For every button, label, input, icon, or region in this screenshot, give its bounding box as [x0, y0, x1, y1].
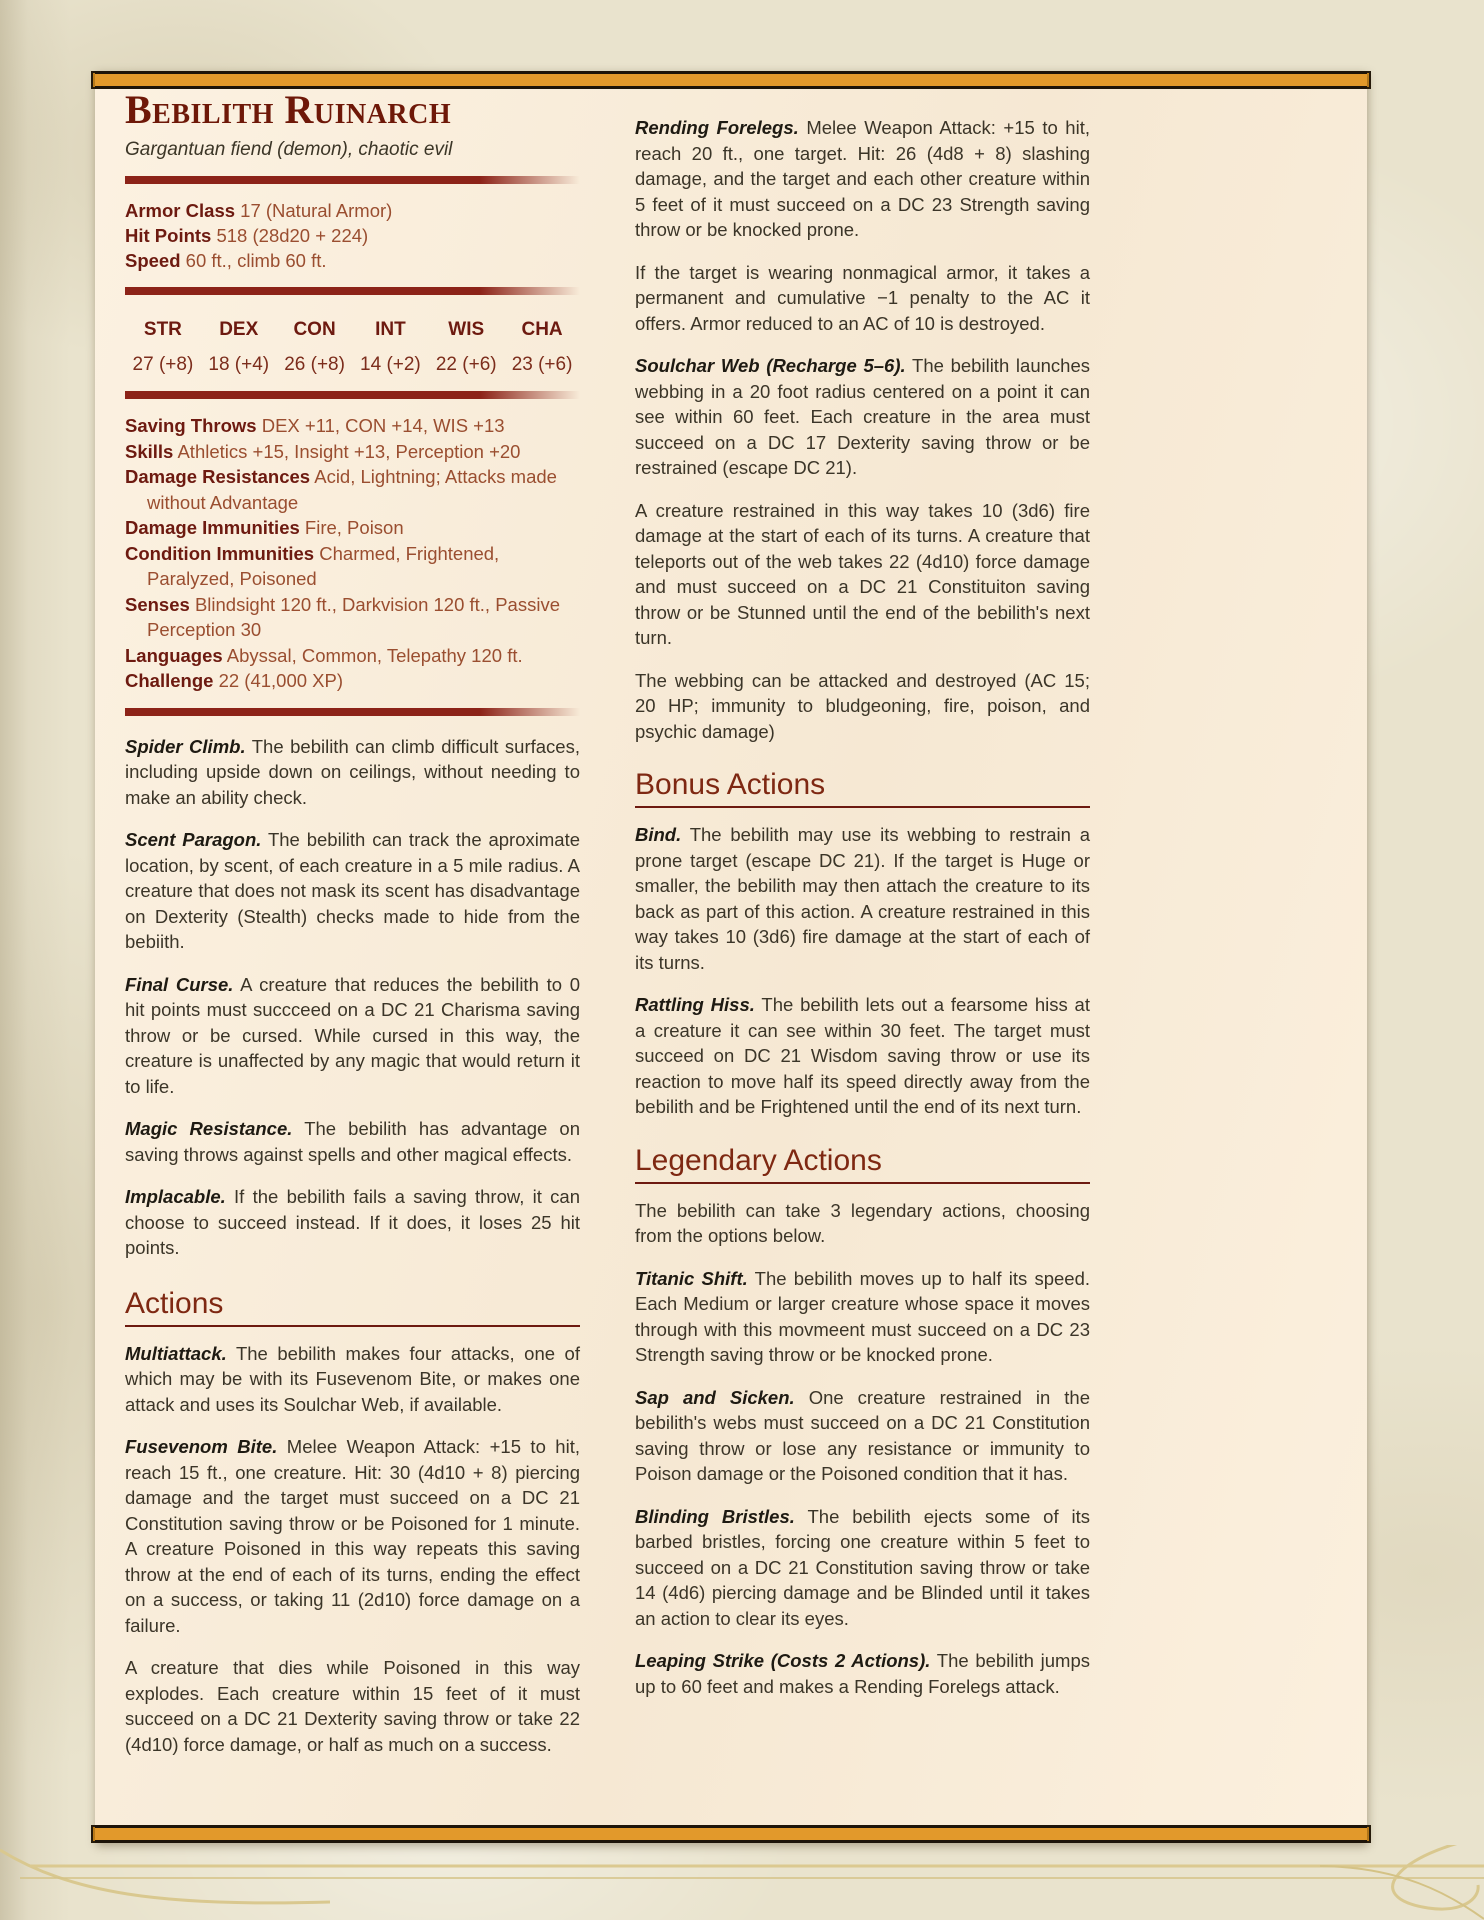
action-text: The bebilith moves up to half its speed. Each Medium or larger creature whose space it moves through with this movmeent must succeed on a DC 23 Strength saving throw or be knocked prone. [635, 1267, 1091, 1365]
ability-header: CON [293, 319, 336, 340]
trait-text: A creature that reduces the bebilith to 0 hit points must succceed on a DC 21 Charisma saving throw or be cursed. While cursed in this way, the creature is unaffected by any magic that would return it to life. [125, 973, 580, 1097]
bottom-flourish-ornament [0, 1845, 1484, 1920]
action-text: The bebilith launches webbing in a 20 foot radius centered on a point it can see within 60 feet. Each creature in the area must succeed on a DC 17 Dexterity saving throw or be restrained (escape DC 21). [635, 355, 1090, 478]
prop-value: Athletics +15, Insight +13, Perception +20 [177, 440, 521, 462]
prop-label: Condition Immunities [125, 542, 315, 564]
action-rending-forelegs-note [635, 260, 1090, 337]
action-text: The webbing can be attacked and destroyed (AC 15; 20 HP; immunity to bludgeoning, fire, poison, and psychic damage) [635, 669, 1090, 742]
trait-magic-resistance [125, 1116, 580, 1167]
action-name: Fusevenom Bite. [125, 1436, 278, 1457]
armor-class-line [125, 198, 580, 223]
prop-label: Senses [125, 593, 190, 615]
action-text: The bebilith may use its webbing to restrain a prone target (escape DC 21). If the target is Huge or smaller, the bebilith may then attach the creature to its back as part of this action. A creature restrained in this way takes 10 (3d6) fire damage at the start of each of its turns. [635, 824, 1090, 973]
prop-label: Damage Immunities [125, 517, 300, 538]
prop-value: Abyssal, Common, Telepathy 120 ft. [226, 644, 523, 666]
property-line [125, 439, 580, 465]
stat-value: 60 ft., climb 60 ft. [185, 250, 327, 271]
ability-header: WIS [448, 319, 485, 340]
action-text: Melee Weapon Attack: +15 to hit, reach 20 ft., one target. Hit: 26 (4d8 + 8) slashing damage, and the target and each other creature within 5 feet of it must succeed on a DC 23 Strength saving throw or be knocked prone. [635, 117, 1090, 240]
action-text: The bebilith lets out a fearsome hiss at a creature it can see within 30 feet. The target must succeed on DC 21 Wisdom saving throw or use its reaction to move half its speed directly away from the bebilith and be Frightened until the end of its next turn. [635, 994, 1090, 1117]
action-soulchar-web-destroy-note [635, 668, 1090, 745]
prop-label: Saving Throws [125, 415, 257, 436]
bonus-action-rattling-hiss [635, 992, 1090, 1120]
right-column [635, 115, 1090, 1716]
ability-header: INT [375, 319, 406, 340]
action-soulchar-web [635, 353, 1090, 481]
bottom-accent-bar [95, 1825, 1367, 1843]
action-name: Blinding Bristles. [635, 1505, 795, 1527]
legendary-blinding-bristles [635, 1504, 1090, 1632]
action-text: The bebilith jumps up to 60 feet and makes a Rending Forelegs attack. [635, 1650, 1090, 1697]
action-name: Rending Forelegs. [635, 117, 799, 138]
trait-scent-paragon [125, 827, 580, 955]
property-line [125, 643, 580, 669]
actions-heading: Actions [125, 1287, 580, 1327]
divider [125, 391, 580, 399]
prop-label: Damage Resistances [125, 466, 311, 487]
action-multiattack [125, 1341, 580, 1418]
stat-label: Speed [125, 250, 181, 271]
ability-cha [504, 317, 580, 377]
ability-score: 14 (+2) [360, 354, 421, 375]
trait-spider-climb [125, 734, 580, 811]
action-name: Soulchar Web (Recharge 5–6). [635, 355, 906, 376]
core-stats [125, 198, 580, 273]
prop-value: Acid, Lightning; Attacks made without Advantage [147, 466, 557, 513]
trait-name: Final Curse. [125, 973, 234, 995]
action-text: A creature that dies while Poisoned in this way explodes. Each creature within 15 feet of it must succeed on a DC 21 Dexterity saving throw or take 22 (4d10) force damage, or half as much on a success. [125, 1657, 580, 1755]
action-rending-forelegs [635, 115, 1090, 243]
legendary-actions-heading: Legendary Actions [635, 1144, 1090, 1184]
action-fusevenom-bite-note [125, 1655, 580, 1757]
ability-score-table [125, 317, 580, 377]
creature-type: Gargantuan fiend (demon), chaotic evil [125, 139, 453, 160]
stat-block [95, 71, 1367, 1843]
trait-implacable [125, 1184, 580, 1261]
legendary-intro: The bebilith can take 3 legendary actions, choosing from the options below. [635, 1199, 1090, 1246]
action-name: Multiattack. [125, 1342, 227, 1364]
ability-dex [201, 317, 277, 377]
bonus-action-bind [635, 822, 1090, 975]
action-name: Leaping Strike (Costs 2 Actions). [635, 1650, 931, 1671]
divider [125, 176, 580, 184]
prop-value: 22 (41,000 XP) [218, 670, 344, 691]
left-column [125, 87, 580, 1774]
trait-text: The bebilith can climb difficult surfaces, including upside down on ceilings, without needing to make an ability check. [125, 735, 580, 808]
action-text: A creature restrained in this way takes 10 (3d6) fire damage at the start of each of its turns. A creature that teleports out of the web takes 22 (4d10) force damage and must succeed on a DC 21 Constituiton saving throw or be Stunned until the end of the bebilith's next turn. [635, 499, 1090, 648]
property-line [125, 541, 580, 592]
trait-list [125, 734, 580, 1261]
ability-score: 27 (+8) [132, 354, 194, 375]
ability-score: 22 (+6) [435, 354, 497, 375]
trait-text: The bebilith can track the aproximate location, by scent, of each creature in a 5 mile radius. A creature that does not mask its scent has disadvantage on Dexterity (Stealth) checks made to hide from the bebiith. [125, 829, 580, 952]
property-line [125, 668, 580, 694]
ability-header: CHA [521, 319, 563, 340]
ability-header: DEX [219, 319, 259, 340]
speed-line [125, 248, 580, 273]
property-line [125, 464, 580, 515]
prop-label: Challenge [125, 670, 214, 691]
ability-header: STR [143, 319, 182, 340]
property-line [125, 592, 580, 643]
action-name: Titanic Shift. [635, 1267, 748, 1289]
ability-score: 18 (+4) [208, 354, 270, 375]
action-text: The bebilith makes four attacks, one of which may be with its Fusevenom Bite, or makes one attack and uses its Soulchar Web, if available. [125, 1342, 580, 1415]
trait-text: The bebilith has advantage on saving throws against spells and other magical effects. [125, 1118, 580, 1165]
prop-value: Blindsight 120 ft., Darkvision 120 ft., Passive Perception 30 [147, 593, 560, 640]
prop-label: Skills [125, 440, 174, 462]
ability-int [352, 317, 428, 377]
creature-name: Bebilith Ruinarch [125, 87, 452, 132]
trait-text: If the bebilith fails a saving throw, it can choose to succeed instead. If it does, it loses 25 hit points. [125, 1186, 580, 1258]
bonus-actions-heading: Bonus Actions [635, 768, 1090, 808]
action-name: Rattling Hiss. [635, 994, 755, 1015]
trait-final-curse [125, 972, 580, 1100]
divider [125, 287, 580, 295]
action-fusevenom-bite [125, 1434, 580, 1638]
property-line [125, 515, 580, 541]
hit-points-line [125, 223, 580, 248]
prop-value: DEX +11, CON +14, WIS +13 [261, 415, 505, 436]
action-name: Sap and Sicken. [635, 1386, 795, 1408]
trait-name: Magic Resistance. [125, 1118, 293, 1139]
legendary-titanic-shift [635, 1266, 1090, 1368]
action-text: Melee Weapon Attack: +15 to hit, reach 15 ft., one creature. Hit: 30 (4d10 + 8) piercing damage and the target must succeed on a DC 21 Constitution saving throw or be Poisoned for 1 minute. A creature Poisoned in this way repeats this saving throw at the end of each of its turns, ending the effect on a success, or taking 11 (2d10) force damage on a failure. [125, 1436, 580, 1636]
prop-label: Languages [125, 644, 223, 666]
trait-name: Scent Paragon. [125, 829, 262, 850]
action-soulchar-web-note [635, 498, 1090, 651]
stat-value: 518 (28d20 + 224) [216, 225, 369, 246]
prop-value: Fire, Poison [304, 517, 404, 538]
ability-con [277, 317, 353, 377]
property-list [125, 413, 580, 694]
ability-wis [428, 317, 504, 377]
prop-value: Charmed, Frightened, Paralyzed, Poisoned [147, 542, 500, 589]
stat-value: 17 (Natural Armor) [240, 200, 393, 221]
stat-label: Hit Points [125, 225, 212, 246]
property-line [125, 413, 580, 439]
legendary-sap-and-sicken [635, 1385, 1090, 1487]
action-text: The bebilith ejects some of its barbed bristles, forcing one creature within 5 feet to succeed on a DC 21 Constitution saving throw or take 14 (4d6) piercing damage and be Blinded until it takes an action to clear its eyes. [635, 1505, 1090, 1629]
trait-name: Spider Climb. [125, 735, 246, 757]
ability-score: 23 (+6) [511, 354, 573, 375]
ability-str [125, 317, 201, 377]
trait-name: Implacable. [125, 1186, 226, 1207]
action-text: One creature restrained in the bebilith's webs must succeed on a DC 21 Constitution saving throw or lose any resistance or immunity to Poison damage or the Poisoned condition that it has. [635, 1386, 1090, 1484]
divider [125, 708, 580, 716]
action-name: Bind. [635, 824, 682, 845]
legendary-leaping-strike [635, 1648, 1090, 1699]
action-text: If the target is wearing nonmagical armor, it takes a permanent and cumulative −1 penalty to the AC it offers. Armor reduced to an AC of 10 is destroyed. [635, 261, 1090, 334]
ability-score: 26 (+8) [284, 354, 345, 375]
stat-label: Armor Class [125, 200, 236, 221]
